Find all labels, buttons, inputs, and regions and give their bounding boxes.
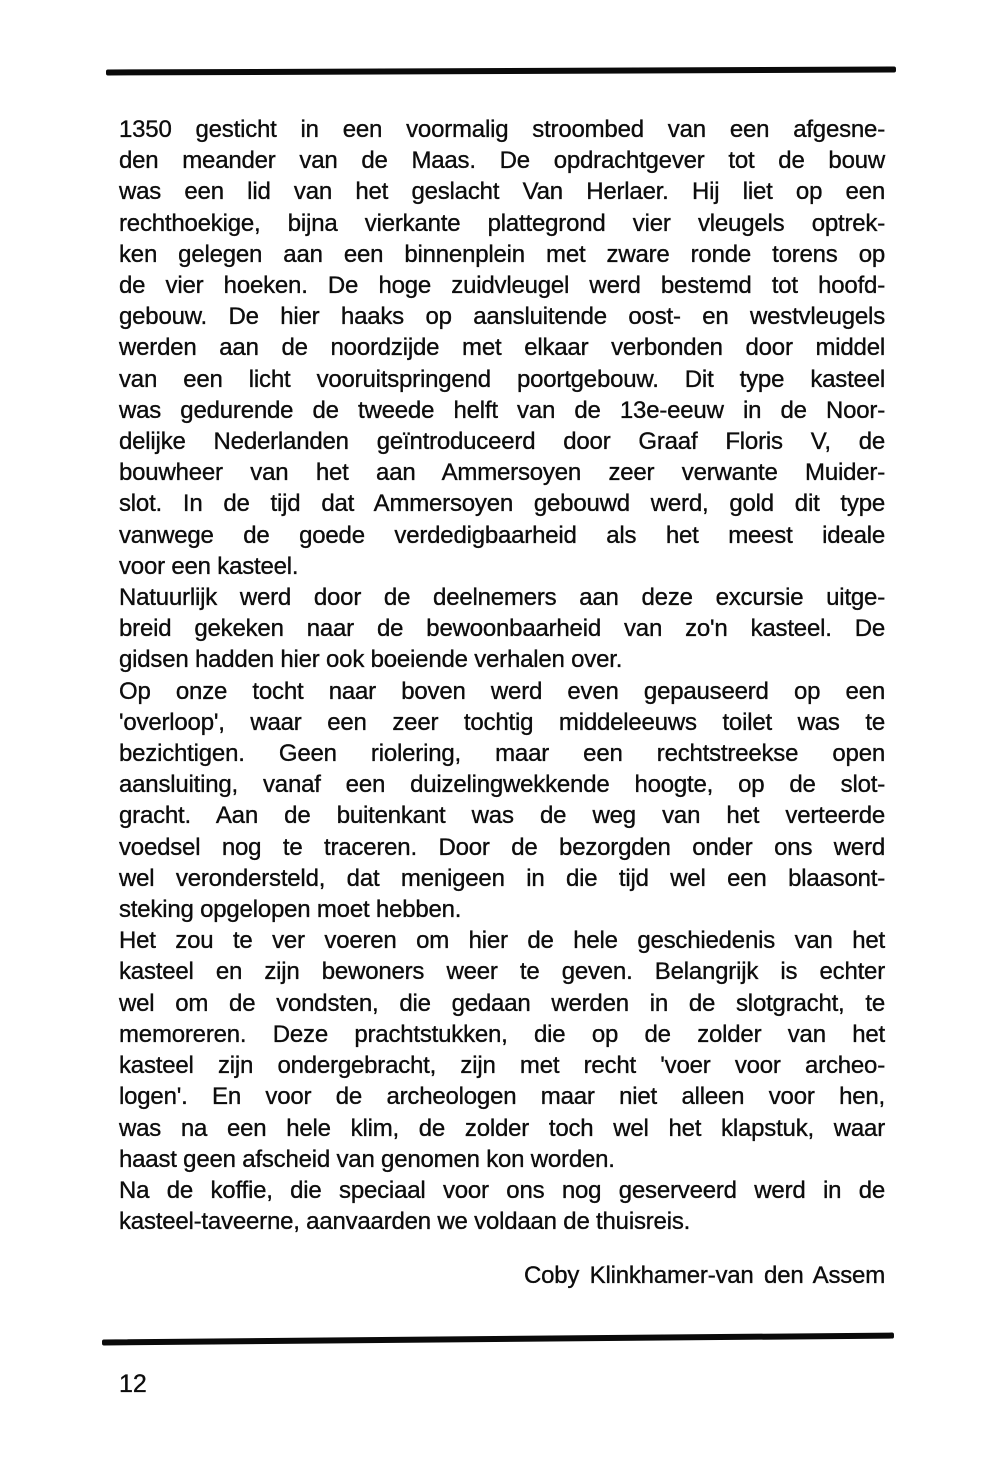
- text-line: gidsen hadden hier ook boeiende verhalen over.: [119, 646, 623, 674]
- text-line: kasteel-taveerne, aanvaarden we voldaan de thuisreis.: [119, 1208, 691, 1236]
- text-line: breid gekeken naar de bewoonbaarheid van zo'n kasteel. De: [119, 615, 885, 643]
- text-line: van een licht vooruitspringend poortgebouw. Dit type kasteel: [119, 365, 885, 393]
- text-line: delijke Nederlanden geïntroduceerd door Graaf Floris V, de: [119, 428, 885, 456]
- text-line: was na een hele klim, de zolder toch wel het klapstuk, waar: [119, 1114, 885, 1142]
- text-line: rechthoekige, bijna vierkante plattegrond vier vleugels optrek-: [119, 209, 885, 237]
- text-line: gracht. Aan de buitenkant was de weg van het verteerde: [119, 802, 885, 830]
- text-line: de vier hoeken. De hoge zuidvleugel werd bestemd tot hoofd-: [119, 272, 885, 300]
- text-line: was gedurende de tweede helft van de 13e-eeuw in de Noor-: [119, 396, 885, 424]
- text-line: ken gelegen aan een binnenplein met zware ronde torens op: [119, 240, 885, 268]
- text-line: wel verondersteld, dat menigeen in die tijd wel een blaasont-: [119, 864, 885, 892]
- author-signature: Coby Klinkhamer-van den Assem: [523, 1262, 885, 1289]
- bottom-rule: [102, 1333, 894, 1346]
- text-line: gebouw. De hier haaks op aansluitende oost- en westvleugels: [119, 303, 885, 331]
- text-line: aansluiting, vanaf een duizelingwekkende hoogte, op de slot-: [119, 771, 885, 799]
- text-line: werden aan de noordzijde met elkaar verbonden door middel: [119, 334, 885, 362]
- text-line: voedsel nog te traceren. Door de bezorgden onder ons werd: [119, 833, 885, 861]
- text-line: haast geen afscheid van genomen kon worden.: [119, 1145, 615, 1173]
- text-line: Na de koffie, die speciaal voor ons nog geserveerd werd in de: [119, 1176, 885, 1204]
- text-line: bouwheer van het aan Ammersoyen zeer verwante Muider-: [119, 459, 885, 487]
- text-line: was een lid van het geslacht Van Herlaer. Hij liet op een: [119, 178, 885, 206]
- page-number: 12: [119, 1370, 147, 1398]
- text-line: memoreren. Deze prachtstukken, die op de zolder van het: [119, 1020, 885, 1048]
- text-line: logen'. En voor de archeologen maar niet alleen voor hen,: [119, 1083, 885, 1111]
- text-line: Op onze tocht naar boven werd even gepauseerd op een: [119, 677, 885, 705]
- text-line: kasteel en zijn bewoners weer te geven. Belangrijk is echter: [119, 958, 885, 986]
- text-line: den meander van de Maas. De opdrachtgever tot de bouw: [119, 147, 885, 175]
- text-line: slot. In de tijd dat Ammersoyen gebouwd werd, gold dit type: [119, 490, 885, 518]
- text-line: Natuurlijk werd door de deelnemers aan deze excursie uitge-: [119, 584, 885, 612]
- text-line: wel om de vondsten, die gedaan werden in de slotgracht, te: [119, 989, 885, 1017]
- article-body: [119, 114, 885, 1237]
- text-line: 1350 gesticht in een voormalig stroombed van een afgesne-: [119, 116, 885, 143]
- text-line: bezichtigen. Geen riolering, maar een rechtstreekse open: [119, 740, 885, 768]
- text-line: vanwege de goede verdedigbaarheid als het meest ideale: [119, 521, 885, 549]
- top-rule: [106, 66, 896, 75]
- text-line: kasteel zijn ondergebracht, zijn met recht 'voer voor archeo-: [119, 1052, 885, 1080]
- text-line: 'overloop', waar een zeer tochtig middeleeuws toilet was te: [119, 708, 885, 736]
- text-line: steking opgelopen moet hebben.: [119, 896, 462, 924]
- text-line: voor een kasteel.: [119, 552, 299, 580]
- text-line: Het zou te ver voeren om hier de hele geschiedenis van het: [119, 927, 885, 955]
